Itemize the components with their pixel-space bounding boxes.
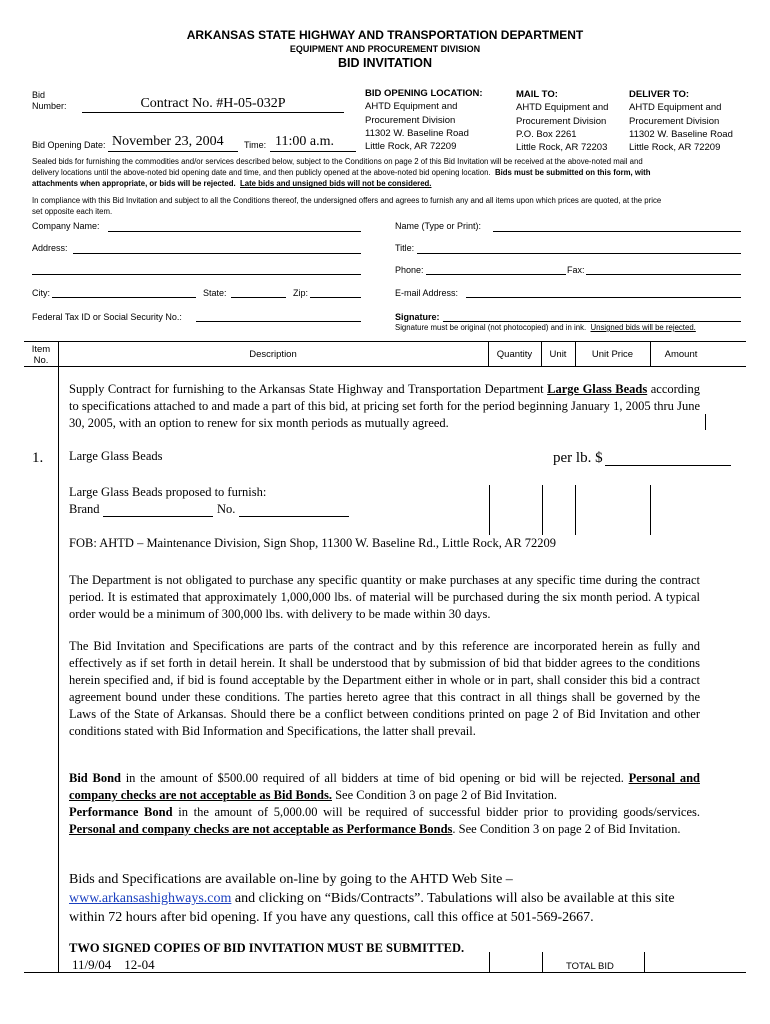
- amount-header: Amount: [664, 349, 698, 360]
- tax-id-field[interactable]: [196, 321, 361, 322]
- sealed-bids-notice: Sealed bids for furnishing the commodities and/or services described below, subject to the Conditions on page 2 of this Bid Invitation will be received at the above-noted mail and delivery locations until the above-noted bid opening date and time, and then publicly opened at the above-noted bid opening location. Bids must be submitted on this form, with attachments when appropriate, or bids will be rejected. Late bids and unsigned bids will not be considered.: [32, 157, 651, 189]
- compliance-notice: In compliance with this Bid Invitation and subject to all the Conditions thereof, the undersigned offers and agrees to furnish any and all items upon which prices are quoted, at the price set opposite each item.: [32, 196, 662, 216]
- title-field[interactable]: [417, 253, 741, 254]
- name-field[interactable]: [493, 231, 741, 232]
- company-name-field[interactable]: [108, 231, 361, 232]
- zip-label: Zip:: [293, 288, 309, 298]
- city-field[interactable]: [52, 297, 196, 298]
- unit-price-header: Unit Price: [591, 349, 634, 360]
- company-name-label: Company Name:: [32, 221, 100, 231]
- fax-label: Fax:: [567, 265, 585, 275]
- email-field[interactable]: [466, 297, 741, 298]
- item-number: 1.: [32, 450, 44, 466]
- opening-date-value[interactable]: November 23, 2004: [112, 134, 224, 149]
- deliver-to-address: DELIVER TO: AHTD Equipment and Procurement Division 11302 W. Baseline Road Little Rock, AR 72209: [629, 89, 733, 154]
- page-title: BID INVITATION: [338, 56, 432, 70]
- obligation-paragraph: The Department is not obligated to purchase any specific quantity or make purchases at any specific time during the contract period. It is estimated that approximately 1,000,000 lbs. of material will be purchased during the six month period. A typical order would be a minimum of 300,000 lbs. with delivery to be made within 30 days.: [69, 573, 700, 621]
- state-field[interactable]: [231, 297, 286, 298]
- item-no-header: Item No.: [31, 344, 51, 366]
- quantity-header: Quantity: [496, 349, 533, 360]
- city-label: City:: [32, 288, 50, 298]
- zip-field[interactable]: [310, 297, 361, 298]
- department-title: ARKANSAS STATE HIGHWAY AND TRANSPORTATION DEPARTMENT: [186, 28, 584, 42]
- address-field[interactable]: [73, 253, 361, 254]
- bid-label: Bid: [32, 90, 46, 100]
- mail-to-address: MAIL TO: AHTD Equipment and Procurement Division P.O. Box 2261 Little Rock, AR 72203: [516, 89, 609, 154]
- bid-number-label: Number:: [32, 101, 67, 111]
- supply-contract-description: Supply Contract for furnishing to the Arkansas State Highway and Transportation Department Large Glass Beads according to specifications attached to and made a part of this bid, at pricing set forth for the period beginning January 1, 2005 thru June 30, 2005, with an option to renew for six month periods as mutually agreed.: [69, 382, 701, 430]
- brand-label: Brand: [69, 502, 100, 516]
- tax-id-label: Federal Tax ID or Social Security No.:: [32, 312, 182, 322]
- website-link[interactable]: www.arkansashighways.com: [69, 891, 232, 906]
- signature-note: Signature must be original (not photocopied) and in ink. Unsigned bids will be rejected.: [395, 323, 696, 332]
- proposed-label: Large Glass Beads proposed to furnish:: [69, 485, 267, 499]
- model-no-label: No.: [217, 502, 236, 516]
- online-availability-paragraph: Bids and Specifications are available on-line by going to the AHTD Web Site – www.arkansashighways.com and clicking on “Bids/Contracts”. Tabulations will also be available at this site within 72 hours after bid opening. If you have any questions, call this office at 501-569-2667.: [69, 872, 675, 925]
- fob-text: FOB: AHTD – Maintenance Division, Sign Shop, 11300 W. Baseline Rd., Little Rock, AR 72209: [69, 536, 557, 550]
- signature-field[interactable]: [443, 321, 741, 322]
- contract-paragraph: The Bid Invitation and Specifications are parts of the contract and by this reference are incorporated herein as fully and effectively as if set forth in detail herein. It shall be understood that by submission of bid that bidder agrees to the conditions herein specified and, if bid is found acceptable by the Department either in whole or in part, shall consider this bid a contract agreement bound under these conditions. The parties hereto agree that this contract in all things shall be governed by the Laws of the State of Arkansas. Should there be a conflict between conditions printed on page 2 of Bid Invitation and other conditions stated with Bid Information and Specifications, the latter shall prevail.: [69, 639, 700, 738]
- two-signed-copies-notice: TWO SIGNED COPIES OF BID INVITATION MUST BE SUBMITTED.: [69, 941, 465, 955]
- fax-field[interactable]: [586, 274, 741, 275]
- bid-number-value[interactable]: Contract No. #H-05-032P: [140, 96, 286, 111]
- opening-date-label: Bid Opening Date:: [32, 140, 106, 150]
- state-label: State:: [203, 288, 227, 298]
- signature-label: Signature:: [395, 312, 440, 322]
- model-no-field[interactable]: [239, 516, 349, 517]
- unit-price-field[interactable]: [605, 465, 731, 466]
- name-label: Name (Type or Print):: [395, 221, 482, 231]
- per-lb-price-label: per lb. $: [553, 450, 603, 466]
- bid-bond-paragraph: Bid Bond in the amount of $500.00 required of all bidders at time of bid opening or bid will be rejected. Personal and company checks are not acceptable as Bid Bonds. See Condition 3 on page 2 of Bid Invitation. Performance Bond in the amount of 5,000.00 will be required of successful bidder prior to providing goods/services. Personal and company checks are not acceptable as Performance Bonds. See Condition 3 on page 2 of Bid Invitation.: [69, 771, 701, 836]
- phone-field[interactable]: [426, 274, 566, 275]
- division-title: EQUIPMENT AND PROCUREMENT DIVISION: [289, 44, 481, 54]
- address-field-2[interactable]: [32, 274, 361, 275]
- item-description: Large Glass Beads: [69, 449, 163, 463]
- description-header: Description: [249, 349, 297, 360]
- phone-label: Phone:: [395, 265, 424, 275]
- date-code: 11/9/04 12-04: [72, 957, 155, 972]
- address-label: Address:: [32, 243, 68, 253]
- email-label: E-mail Address:: [395, 288, 459, 298]
- time-label: Time:: [244, 140, 267, 150]
- title-label: Title:: [395, 243, 415, 253]
- brand-field[interactable]: [103, 516, 213, 517]
- unit-header: Unit: [549, 349, 567, 360]
- total-bid-label: TOTAL BID: [566, 961, 614, 972]
- time-value[interactable]: 11:00 a.m.: [275, 134, 334, 149]
- bid-opening-location: BID OPENING LOCATION: AHTD Equipment and Procurement Division 11302 W. Baseline Road Little Rock, AR 72209: [365, 88, 483, 153]
